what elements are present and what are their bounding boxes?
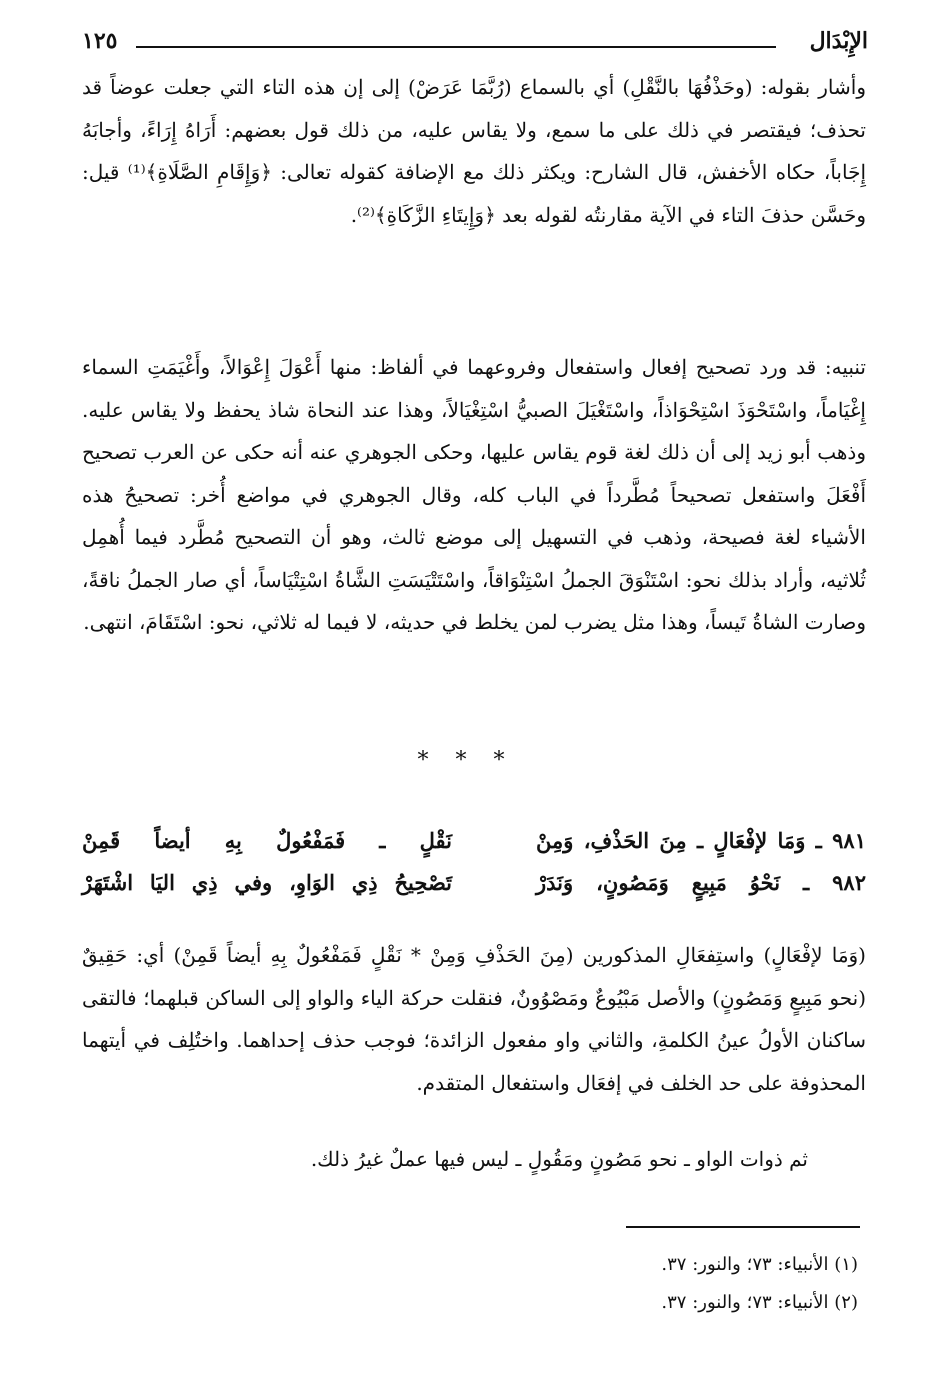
- section-separator: * * *: [417, 748, 515, 773]
- header-rule: [136, 46, 776, 48]
- verse-first-hemistich: [536, 870, 866, 895]
- verse-number: ٩٨١ ـ: [815, 828, 866, 853]
- chapter-title: الإِبْدَال: [809, 28, 868, 54]
- verse-first-hemistich: [536, 828, 866, 853]
- verse-982: [82, 870, 866, 910]
- footnote-1: (١) الأنبياء: ٧٣؛ والنور: ٣٧.: [661, 1254, 858, 1275]
- verse-second-hemistich: نَقْلٍ ـ فَمَفْعُولٌ بِهِ أيضاً قَمِنْ: [82, 828, 452, 853]
- footnote-2: (٢) الأنبياء: ٧٣؛ والنور: ٣٧.: [661, 1292, 858, 1313]
- verse-first-text: نَحْوُ مَبِيعٍ وَمَصُونٍ، وَنَدَرْ: [536, 870, 781, 895]
- verse-981: [82, 828, 866, 868]
- footnote-rule: [626, 1226, 860, 1228]
- verse-first-text: وَمَا لإفْعَالٍ ـ مِنَ الحَذْفِ، وَمِنْ: [536, 828, 806, 853]
- paragraph-deletion-by-hearing: وأشار بقوله: (وحَذْفُهَا بالنَّقْلِ) أي بالسماع (رُبَّمَا عَرَضْ) إلى إن هذه التاء التي جعلت عوضاً قد تحذف؛ فيقتصر في ذلك على ما سمع، ولا يقاس عليه، من ذلك قول بعضهم: أَرَاهُ إِرَاءً، وأجابَهُ إِجَاباً، حكاه الأخفش، قال الشارح: ويكثر ذلك مع الإضافة كقوله تعالى: ﴿وَإِقَامِ الصَّلَاةِ﴾⁽¹⁾ قيل: وحَسَّن حذفَ التاء في الآية مقارنتُه لقوله بعد ﴿وَإِيتَاءِ الزَّكَاةِ﴾⁽²⁾.: [82, 75, 867, 227]
- page-number: ١٢٥: [82, 28, 118, 54]
- paragraph-note: تنبيه: قد ورد تصحيح إفعال واستفعال وفروعهما في ألفاظ: منها أَعْوَلَ إِعْوَالاً، وأَغْيَمَتِ السماء إِغْيَاماً، واسْتَحْوَذَ اسْتِحْوَاذاً، واسْتَغْيَلَ الصبيُّ اسْتِغْيَالاً، وهذا عند النحاة شاذ يحفظ ولا يقاس عليه. وذهب أبو زيد إلى أن ذلك لغة قوم يقاس عليها، وحكى الجوهري عنه أنه حكى عن العرب تصحيح أَفْعَلَ واستفعل تصحيحاً مُطَّرداً في الباب كله، وقال الجوهري في مواضع أُخر: تصحيحُ هذه الأشياء لغة فصيحة، وذهب في التسهيل إلى موضع ثالث، وهو أن التصحيح مُطَّرد فيما أُهمِل ثُلاثيه، وأراد بذلك نحو: اسْتَنْوَقَ الجملُ اسْتِنْوَاقاً، واسْتَتْيَسَتِ الشَّاةُ اسْتِتْيَاساً، أي صار الجملُ ناقةً، وصارت الشاةُ تَيساً، وهذا مثل يضرب لمن يخلط في حديثه، لا فيما له ثلاثي، نحو: اسْتَقَامَ، انتهى.: [82, 355, 866, 634]
- verse-number: ٩٨٢ ـ: [803, 870, 866, 895]
- verse-second-hemistich: تَصْحِيحُ ذِي الوَاوِ، وفي ذِي اليَا اشْتَهَرْ: [82, 870, 452, 895]
- paragraph-waw-forms: ثم ذوات الواو ـ نحو مَصُونٍ ومَقُولٍ ـ ليس فيها عملٌ غيرُ ذلك.: [310, 1147, 808, 1171]
- running-header: [82, 28, 868, 58]
- paragraph-commentary: (وَمَا لإفْعَالٍ) واستِفعَالِ المذكورين (مِنَ الحَذْفِ وَمِنْ * نَقْلٍ فَمَفْعُولٌ بِهِ أيضاً قَمِنْ) أي: حَقِيقٌ (نحو مَبِيعٍ وَمَصُونٍ) والأصل مَبْيُوعٌ ومَصْوُونٌ، فنقلت حركة الياء والواو إلى الساكن قبلهما؛ فالتقى ساكنان الأولُ عينُ الكلمةِ، والثاني واو مفعول الزائدة؛ فوجب حذف إحداهما. واختُلِف في أيتهما المحذوفة على حد الخلف في إفعَال واستفعال المتقدم.: [82, 943, 866, 1095]
